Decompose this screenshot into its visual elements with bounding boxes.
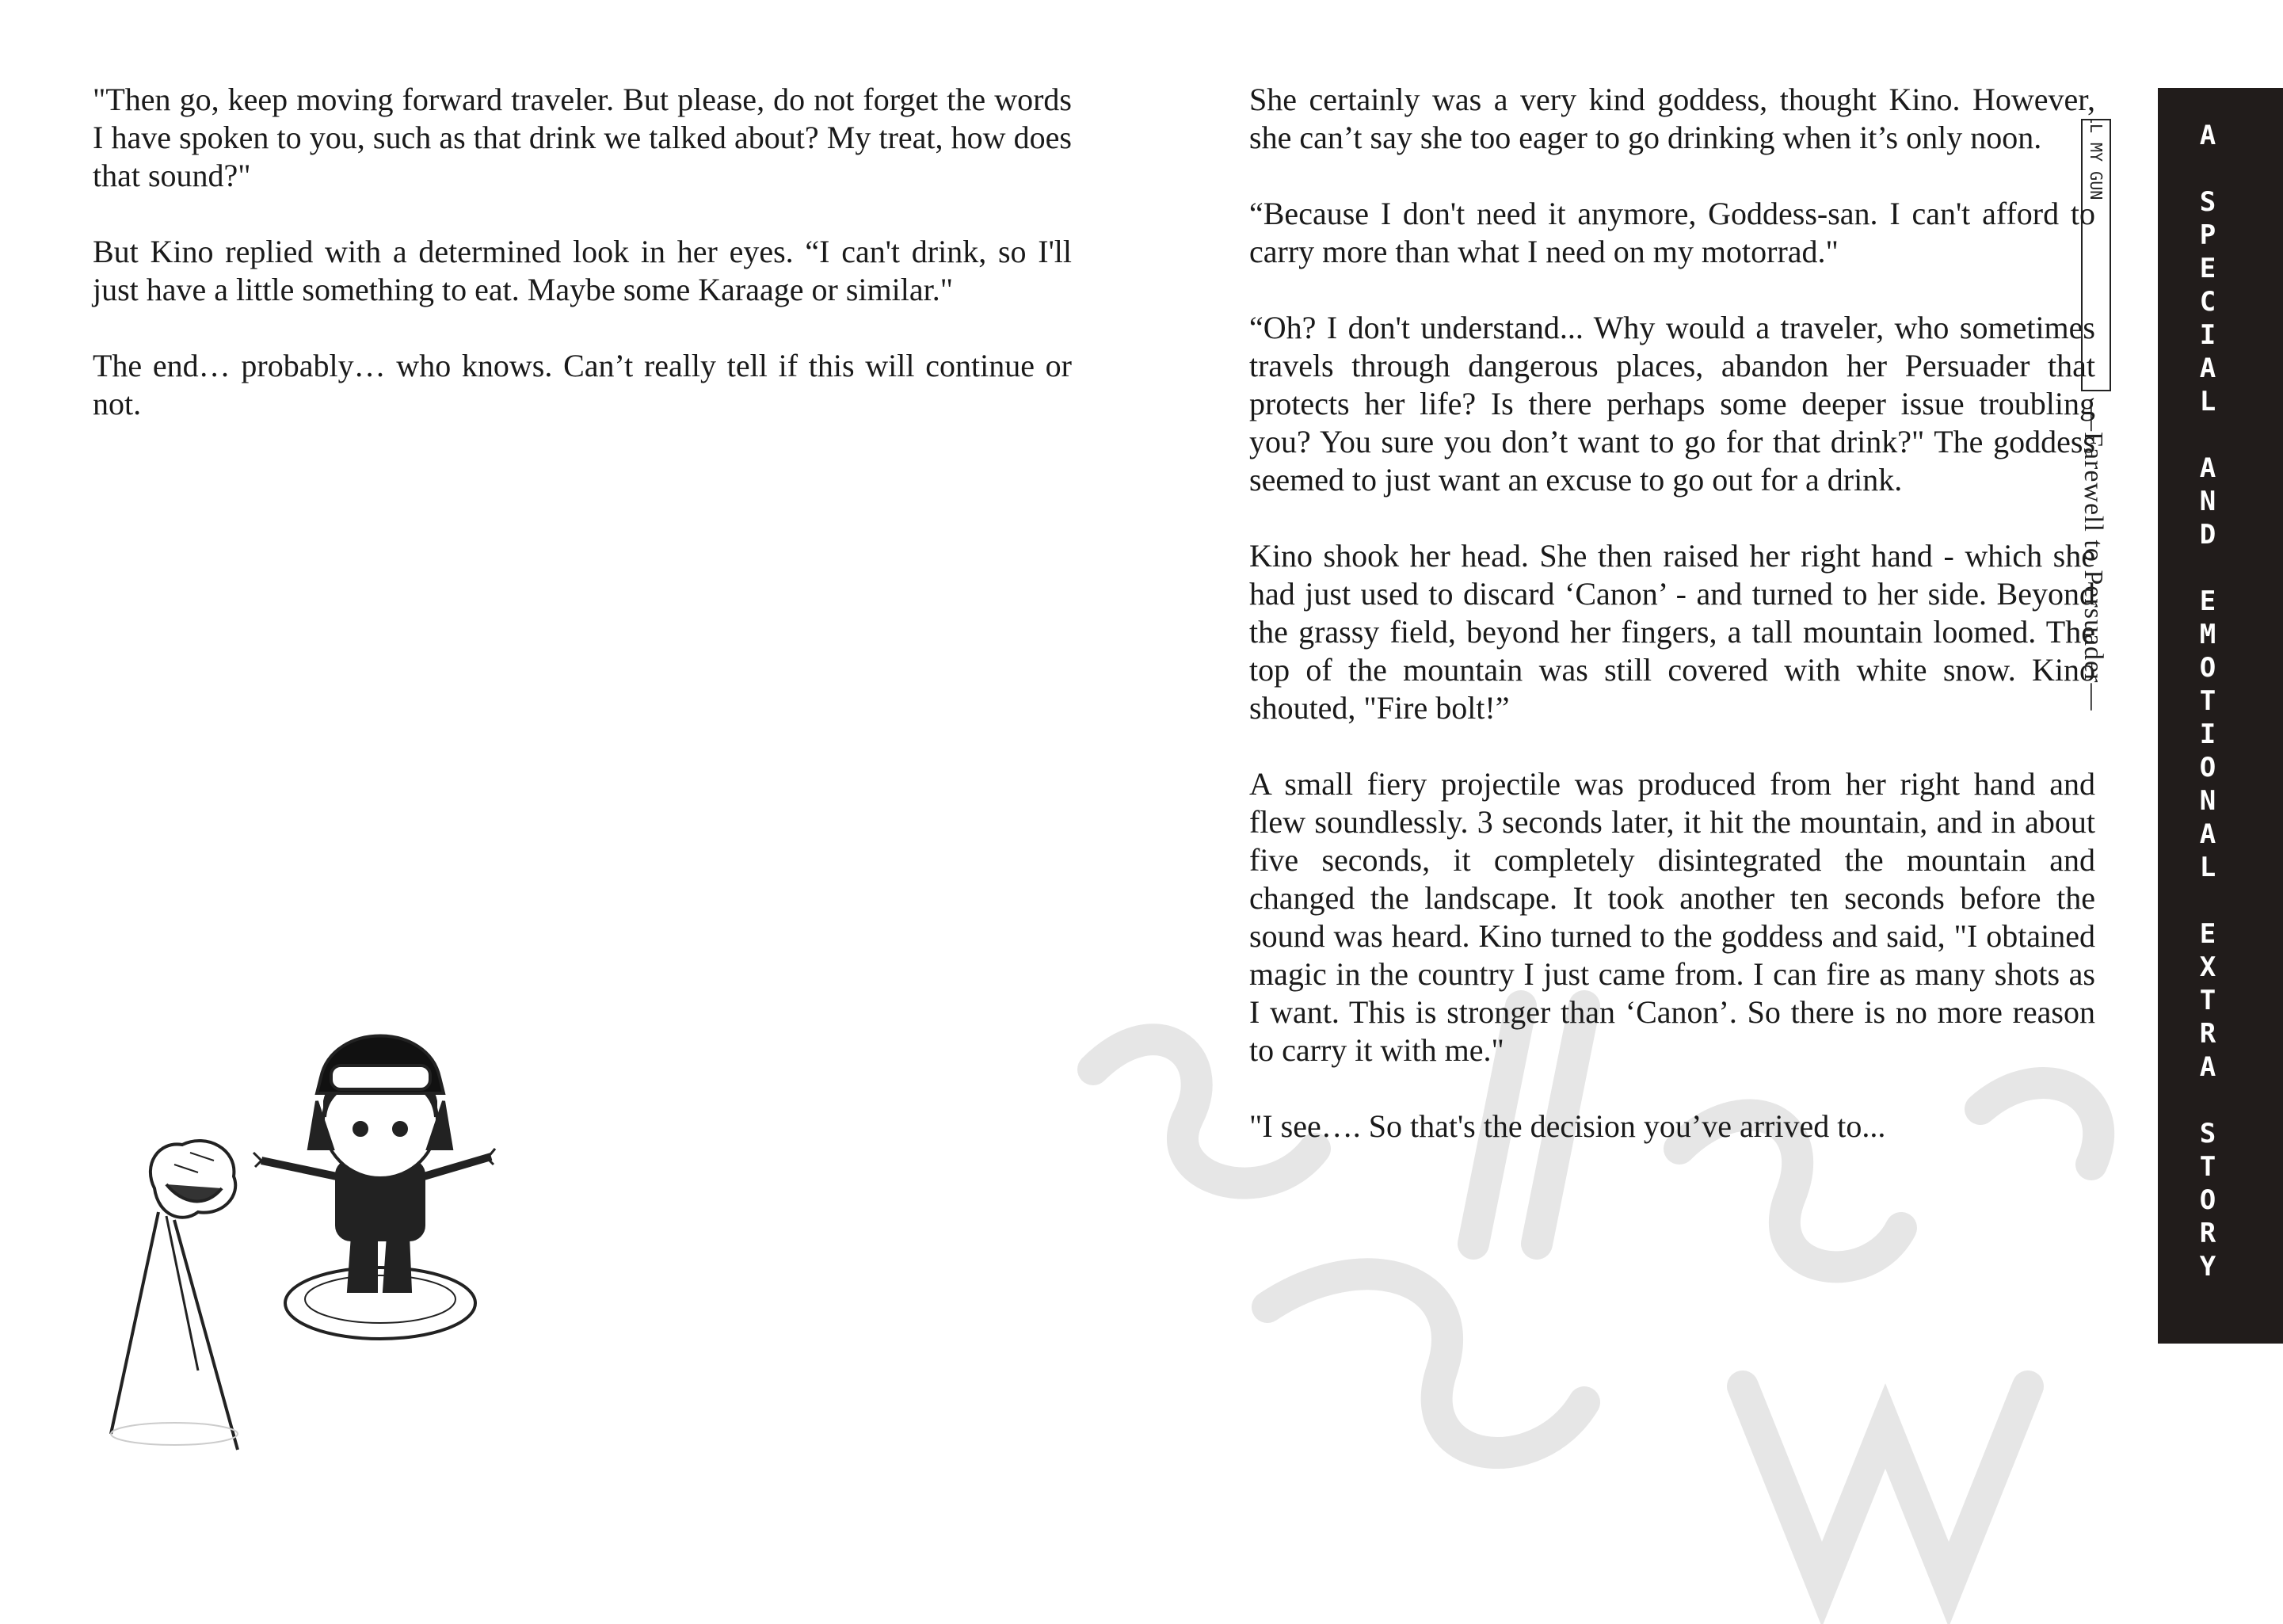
paragraph: "I see…. So that's the decision you’ve arrived to...	[1249, 1108, 1886, 1144]
paragraph: She certainly was a very kind goddess, thought Kino. However, she can’t say she too eager to go drinking when it’s only noon.	[1249, 82, 2095, 155]
logo-lettering-icon	[2083, 120, 2110, 390]
side-subtitle	[2071, 119, 2127, 721]
paragraph: But Kino replied with a determined look in her eyes. “I can't drink, so I'll just have a little something to eat. Maybe some Karaage or similar."	[93, 234, 1072, 307]
banner-title: A SPECIAL AND EMOTIONAL EXTRA STORY	[2192, 120, 2224, 1284]
chapter-subtitle: —Farewell to Persuader—	[2079, 404, 2108, 711]
paragraph: The end… probably… who knows. Can’t really tell if this will continue or not.	[93, 348, 1072, 421]
chibi-figure-drawing	[253, 1036, 495, 1340]
tripod-rock-drawing	[111, 1141, 238, 1450]
paragraph: Kino shook her head. She then raised her right hand - which she had just used to discard ‘Canon’ - and turned to her side. Beyond the grassy field, beyond her fingers, a tall mountain loomed. The top of the mountain was still covered with white snow. Kino shouted, "Fire bolt!”	[1249, 538, 2095, 726]
chibi-illustration	[95, 990, 665, 1466]
paragraph: “Because I don't need it anymore, Goddess-san. I can't afford to carry more than what I need on my motorrad."	[1249, 196, 2095, 269]
left-page	[0, 0, 1142, 1622]
left-page-text	[93, 81, 1072, 423]
svg-text:FAREWELL MY GUN: FAREWELL MY GUN	[2087, 120, 2106, 200]
right-page-text	[1249, 81, 2095, 1146]
paragraph: A small fiery projectile was produced from her right hand and flew soundlessly. 3 seconds later, it hit the mountain, and in about five seconds, it completely disintegrated the mountain and changed the landscape. It took another ten seconds before the sound was heard. Kino turned to the goddess and said, "I obtained magic in the country I just came from. I can fire as many shots as I want. This is stronger than ‘Canon’. So there is no more reason to carry it with me."	[1249, 766, 2095, 1068]
paragraph: "Then go, keep moving forward traveler. But please, do not forget the words I have spoken to you, such as that drink we talked about? My treat, how does that sound?"	[93, 82, 1072, 193]
side-banner	[2158, 88, 2283, 1344]
farewell-logo-box	[2081, 119, 2111, 391]
paragraph: “Oh? I don't understand... Why would a traveler, who sometimes travels through dangerous places, abandon her Persuader that protects her life? Is there perhaps some deeper issue troubling you? You sure you don’t want to go for that drink?" The goddess seemed to just want an excuse to go out for a drink.	[1249, 310, 2095, 497]
